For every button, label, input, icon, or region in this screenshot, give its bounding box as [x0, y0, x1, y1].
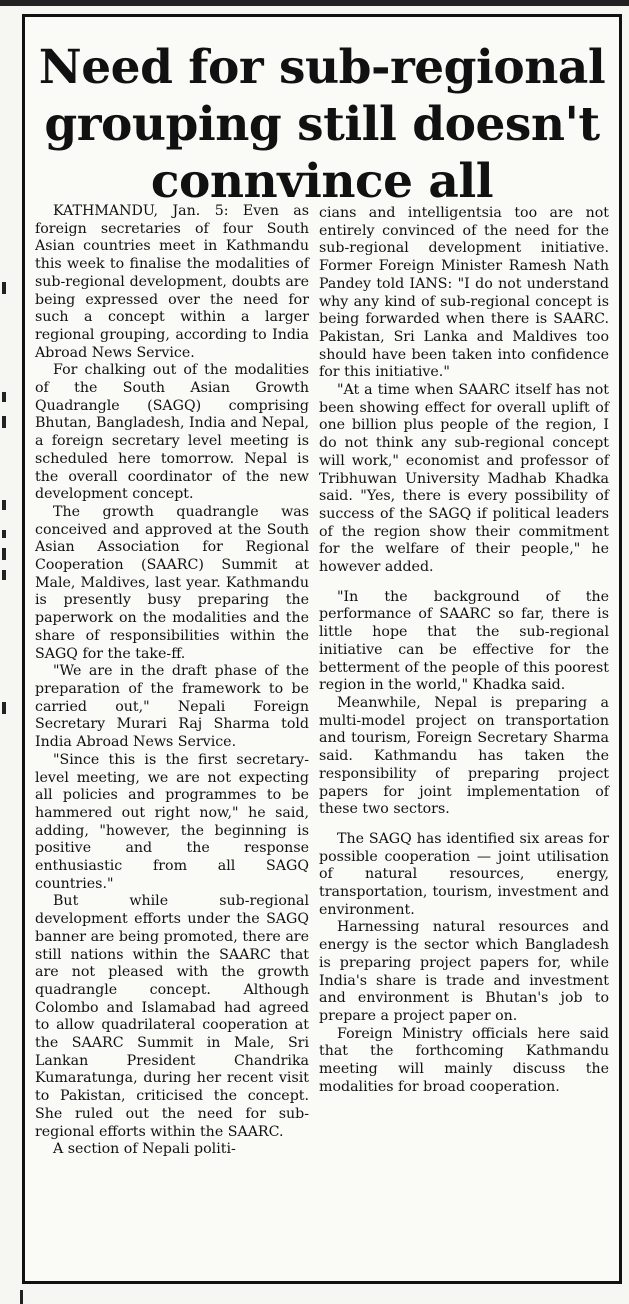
- fragment-mark: [2, 282, 6, 294]
- paragraph: For chalking out of the modalities of the South Asian Growth Quadrangle (SAGQ) comprising Bhutan, Bangladesh, India and Nepal, a foreign secretary level meeting is scheduled here tomorrow. Nepal is the overall coordinator of the new development concept.: [35, 362, 309, 503]
- paragraph: A section of Nepali politi-: [53, 1141, 236, 1158]
- paragraph: But while sub-regional development efforts under the SAGQ banner are being promoted, there are still nations within the SAARC that are not pleased with the growth quadrangle concept. Although Colombo and Islamabad had agreed to allow quadrilateral cooperation at the SAARC Summit in Male, Sri Lankan President Chandrika Kumaratunga, during her recent visit to Pakistan, criticised the concept. She ruled out the need for sub-regional efforts within the SAARC.: [35, 893, 309, 1140]
- fragment-mark: [2, 548, 6, 560]
- paragraph: Meanwhile, Nepal is preparing a multi-model project on transportation and tourism, Foreign Secretary Sharma said. Kathmandu has taken the responsibility of preparing project papers for joint implementation of these two sectors.: [319, 694, 609, 818]
- paragraph: "In the background of the performance of SAARC so far, there is little hope that the sub-regional initiative can be effective for the betterment of the people of this poorest region in the world," Khadka said.: [319, 588, 609, 694]
- fragment-mark: [2, 530, 6, 538]
- bottom-tick-mark: [20, 1290, 23, 1304]
- fragment-mark: [2, 702, 6, 714]
- paragraph: Foreign Ministry officials here said that the forthcoming Kathmandu meeting will mainly discuss the modalities for broad cooperation.: [319, 1025, 609, 1095]
- fragment-mark: [2, 500, 6, 510]
- fragment-mark: [2, 392, 6, 402]
- top-border-rule: [0, 0, 629, 6]
- paragraph: "At a time when SAARC itself has not been showing effect for overall uplift of one billion plus people of the region, I do not think any sub-regional concept will work," economist and professor of Tribhuwan University Madhab Khadka said. "Yes, there is every possibility of success of the SAGQ if political leaders of the region show their commitment for the welfare of their people," he however added.: [319, 382, 609, 576]
- newspaper-clipping: [22, 14, 622, 1284]
- article-left-column: [35, 203, 309, 1159]
- paragraph: Harnessing natural resources and energy is the sector which Bangladesh is preparing project papers for, while India's share is trade and investment and environment is Bhutan's job to prepare a project paper on.: [319, 919, 609, 1024]
- adjacent-column-fragments: [0, 0, 12, 1304]
- paragraph: "We are in the draft phase of the preparation of the framework to be carried out," Nepali Foreign Secretary Murari Raj Sharma told India Abroad News Service.: [35, 663, 309, 751]
- fragment-mark: [2, 416, 6, 428]
- paragraph: "Since this is the first secretary-level meeting, we are not expecting all policies and programmes to be hammered out right now," he said, adding, "however, the beginning is positive and the response enthusiastic from all SAGQ countries.": [35, 751, 309, 892]
- paragraph: The growth quadrangle was conceived and approved at the South Asian Association for Regional Cooperation (SAARC) Summit at Male, Maldives, last year. Kathmandu is presently busy preparing the paperwork on the modalities and the share of responsibilities within the SAGQ for the take-ff.: [35, 503, 309, 662]
- article-right-column: [319, 205, 609, 1096]
- fragment-mark: [2, 570, 6, 580]
- paragraph: cians and intelligentsia too are not entirely convinced of the need for the sub-regional development initiative. Former Foreign Minister Ramesh Nath Pandey told IANS: "I do not understand why any kind of sub-regional concept is being forwarded when there is SAARC. Pakistan, Sri Lanka and Maldives too should have been taken into confidence for this initiative.": [319, 205, 609, 381]
- paragraph: The SAGQ has identified six areas for possible cooperation — joint utilisation of natural resources, energy, transportation, tourism, investment and environment.: [319, 830, 609, 918]
- article-headline: Need for sub-regional grouping still doesn't connvince all: [38, 40, 606, 209]
- paragraph: KATHMANDU, Jan. 5: Even as foreign secretaries of four South Asian countries meet in Kathmandu this week to finalise the modalities of sub-regional development, doubts are being expressed over the need for such a concept within a larger regional grouping, according to India Abroad News Service.: [35, 203, 309, 361]
